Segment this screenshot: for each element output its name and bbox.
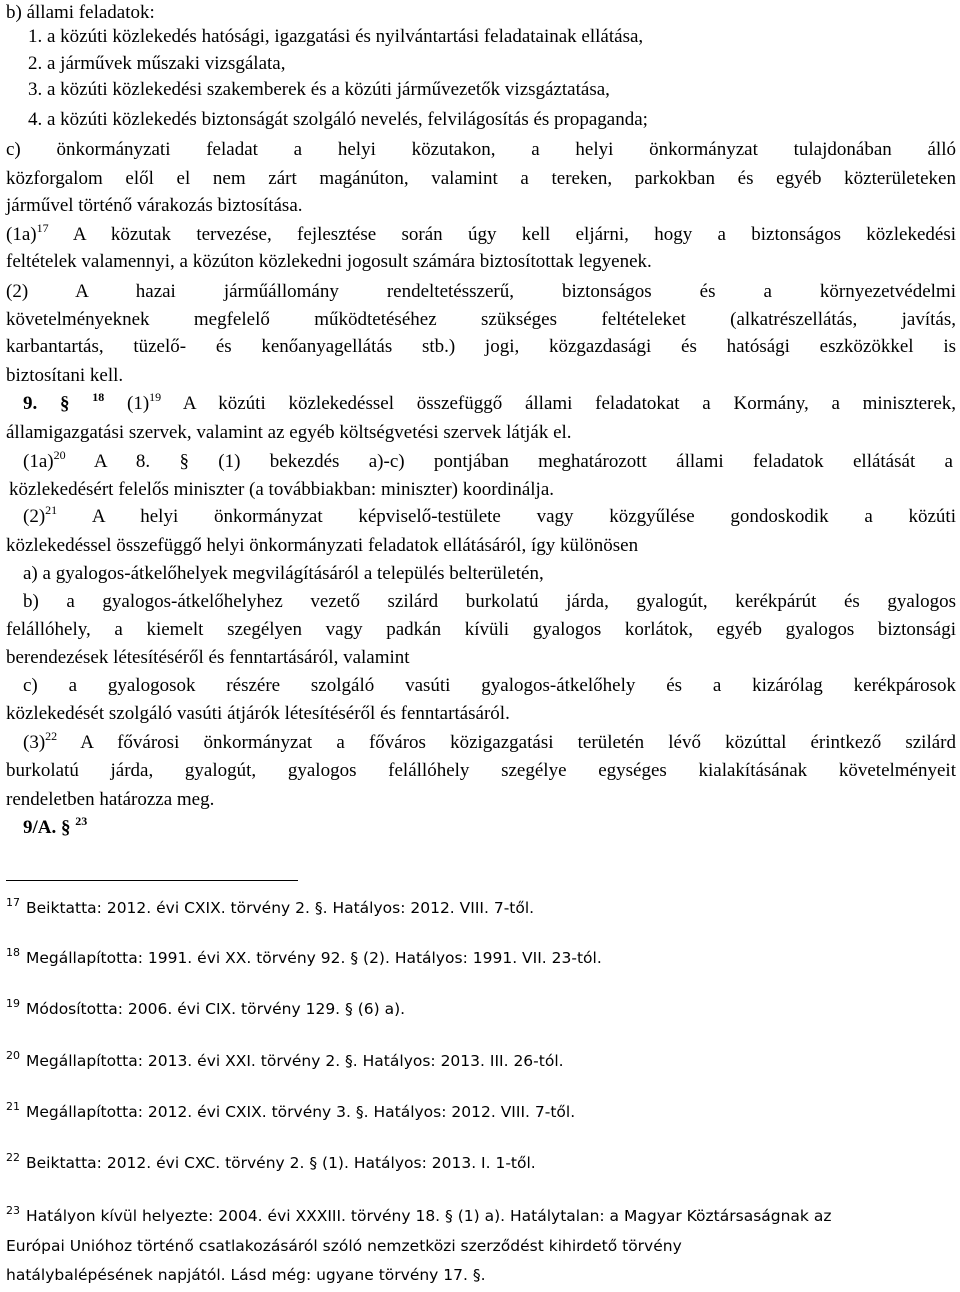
footnote-separator <box>6 880 298 881</box>
body-line <box>23 391 956 417</box>
footnote-text: Módosította: 2006. évi CIX. törvény 129. § (6) a). <box>26 1000 406 1018</box>
footnote-text: Beiktatta: 2012. évi CXC. törvény 2. § (1). Hatályos: 2013. I. 1-től. <box>26 1154 536 1172</box>
footnote-continuation: hatálybalépésének napjától. Lásd még: ugyane törvény 17. §. <box>6 1266 486 1284</box>
footnote-text: Megállapította: 2012. évi CXIX. törvény 3. §. Hatályos: 2012. VIII. 7-től. <box>26 1103 576 1121</box>
body-line: (2) A hazai járműállomány rendeltetésszerű, biztonságos és a környezetvédelmi <box>6 281 956 302</box>
body-line: közforgalom elől el nem zárt magánúton, valamint a tereken, parkokban és egyéb közterületeken <box>6 168 956 189</box>
section-number: 9/A. § <box>23 817 71 838</box>
body-line: b) a gyalogos-átkelőhelyhez vezető szilárd burkolatú járda, gyalogút, kerékpárút és gyalogos <box>23 591 956 612</box>
body-text: A 8. § (1) bekezdés a)-c) pontjában meghatározott állami feladatok ellátását a <box>65 451 953 472</box>
body-line: 1. a közúti közlekedés hatósági, igazgatási és nyilvántartási feladatainak ellátása, <box>28 26 644 47</box>
body-line: közlekedését szolgáló vasúti átjárók létesítéséről és fenntartásáról. <box>6 703 510 724</box>
body-line: felállóhely, a kiemelt szegélyen vagy padkán kívüli gyalogos korlátok, egyéb gyalogos biztonsági <box>6 619 956 640</box>
paragraph-number: (3) <box>23 732 46 753</box>
footnote-number: 22 <box>6 1151 20 1164</box>
body-line: rendeletben határozza meg. <box>6 789 215 810</box>
body-line: követelményeknek megfelelő működtetéséhez szükséges feltételeket (alkatrészellátás, javítás, <box>6 309 956 330</box>
footnote-text: Megállapította: 1991. évi XX. törvény 92. § (2). Hatályos: 1991. VII. 23-tól. <box>26 949 602 967</box>
footnote-ref: 20 <box>53 448 66 462</box>
footnote-number: 19 <box>6 997 20 1010</box>
body-line: a) a gyalogos-átkelőhelyek megvilágításáról a település belterületén, <box>23 563 544 584</box>
paragraph-number: (1) <box>104 393 150 414</box>
footnote-number: 23 <box>6 1204 20 1217</box>
footnote-ref: 22 <box>45 729 58 743</box>
footnote <box>6 1152 956 1174</box>
section-number: 9. § <box>23 393 70 414</box>
footnote <box>6 998 956 1020</box>
footnote-ref: 21 <box>45 503 58 517</box>
footnote <box>6 1050 956 1072</box>
body-text: A közúti közlekedéssel összefüggő állami feladatokat a Kormány, a miniszterek, <box>161 393 957 414</box>
footnote <box>6 897 956 919</box>
body-line: 2. a járművek műszaki vizsgálata, <box>28 53 286 74</box>
paragraph-number: (1a) <box>6 224 37 245</box>
footnote <box>6 947 956 969</box>
footnote-text: Beiktatta: 2012. évi CXIX. törvény 2. §. Hatályos: 2012. VIII. 7-től. <box>26 899 535 917</box>
footnote-ref: 18 <box>92 390 105 404</box>
footnote-number: 18 <box>6 946 20 959</box>
body-line: c) a gyalogosok részére szolgáló vasúti gyalogos-átkelőhely és a kizárólag kerékpárosok <box>23 675 956 696</box>
footnote <box>6 1101 956 1123</box>
body-line: államigazgatási szervek, valamint az egyéb költségvetési szervek látják el. <box>6 422 572 443</box>
body-line <box>23 504 956 530</box>
body-line <box>23 449 953 475</box>
body-text: A helyi önkormányzat képviselő-testülete vagy közgyűlése gondoskodik a közúti <box>57 506 956 527</box>
body-line <box>6 222 956 248</box>
paragraph-number: (1a) <box>23 451 54 472</box>
footnote-text: Megállapította: 2013. évi XXI. törvény 2. §. Hatályos: 2013. III. 26-tól. <box>26 1052 564 1070</box>
body-line: feltételek valamennyi, a közúton közlekedni jogosult számára biztosítottak legyenek. <box>6 251 652 272</box>
body-line: biztosítani kell. <box>6 365 124 386</box>
body-line: járművel történő várakozás biztosítása. <box>6 195 303 216</box>
body-line: 3. a közúti közlekedési szakemberek és a közúti járművezetők vizsgáztatása, <box>28 79 610 100</box>
body-line: közlekedésért felelős miniszter (a továbbiakban: miniszter) koordinálja. <box>9 479 554 500</box>
body-line <box>23 815 956 841</box>
body-text: A közutak tervezése, fejlesztése során úgy kell eljárni, hogy a biztonságos közlekedési <box>48 224 956 245</box>
footnote-ref: 23 <box>75 814 88 828</box>
paragraph-number: (2) <box>23 506 46 527</box>
body-line: karbantartás, tüzelő- és kenőanyagellátás stb.) jogi, közgazdasági és hatósági eszközökkel is <box>6 336 956 357</box>
body-line: berendezések létesítéséről és fenntartásáról, valamint <box>6 647 410 668</box>
footnote-number: 17 <box>6 896 20 909</box>
footnote-ref: 19 <box>149 390 162 404</box>
footnote-text: Hatályon kívül helyezte: 2004. évi XXXIII. törvény 18. § (1) a). Hatálytalan: a Magyar Köztársaságnak az <box>26 1207 832 1225</box>
body-line: b) állami feladatok: <box>6 2 155 23</box>
body-line <box>23 730 956 756</box>
body-line: c) önkormányzati feladat a helyi közutakon, a helyi önkormányzat tulajdonában álló <box>6 139 956 160</box>
footnote-number: 20 <box>6 1049 20 1062</box>
footnote-continuation: Európai Unióhoz történő csatlakozásáról szóló nemzetközi szerződést kihirdető törvény <box>6 1237 682 1255</box>
body-line: 4. a közúti közlekedés biztonságát szolgáló nevelés, felvilágosítás és propaganda; <box>28 109 648 130</box>
body-line: burkolatú járda, gyalogút, gyalogos felállóhely szegélye egységes kialakításának követelményeit <box>6 760 956 781</box>
body-text: A fővárosi önkormányzat a főváros közigazgatási területén lévő közúttal érintkező szilárd <box>57 732 956 753</box>
footnote-number: 21 <box>6 1100 20 1113</box>
body-line: közlekedéssel összefüggő helyi önkormányzati feladatok ellátásáról, így különösen <box>6 535 639 556</box>
footnote-ref: 17 <box>36 221 49 235</box>
footnote <box>6 1205 956 1227</box>
